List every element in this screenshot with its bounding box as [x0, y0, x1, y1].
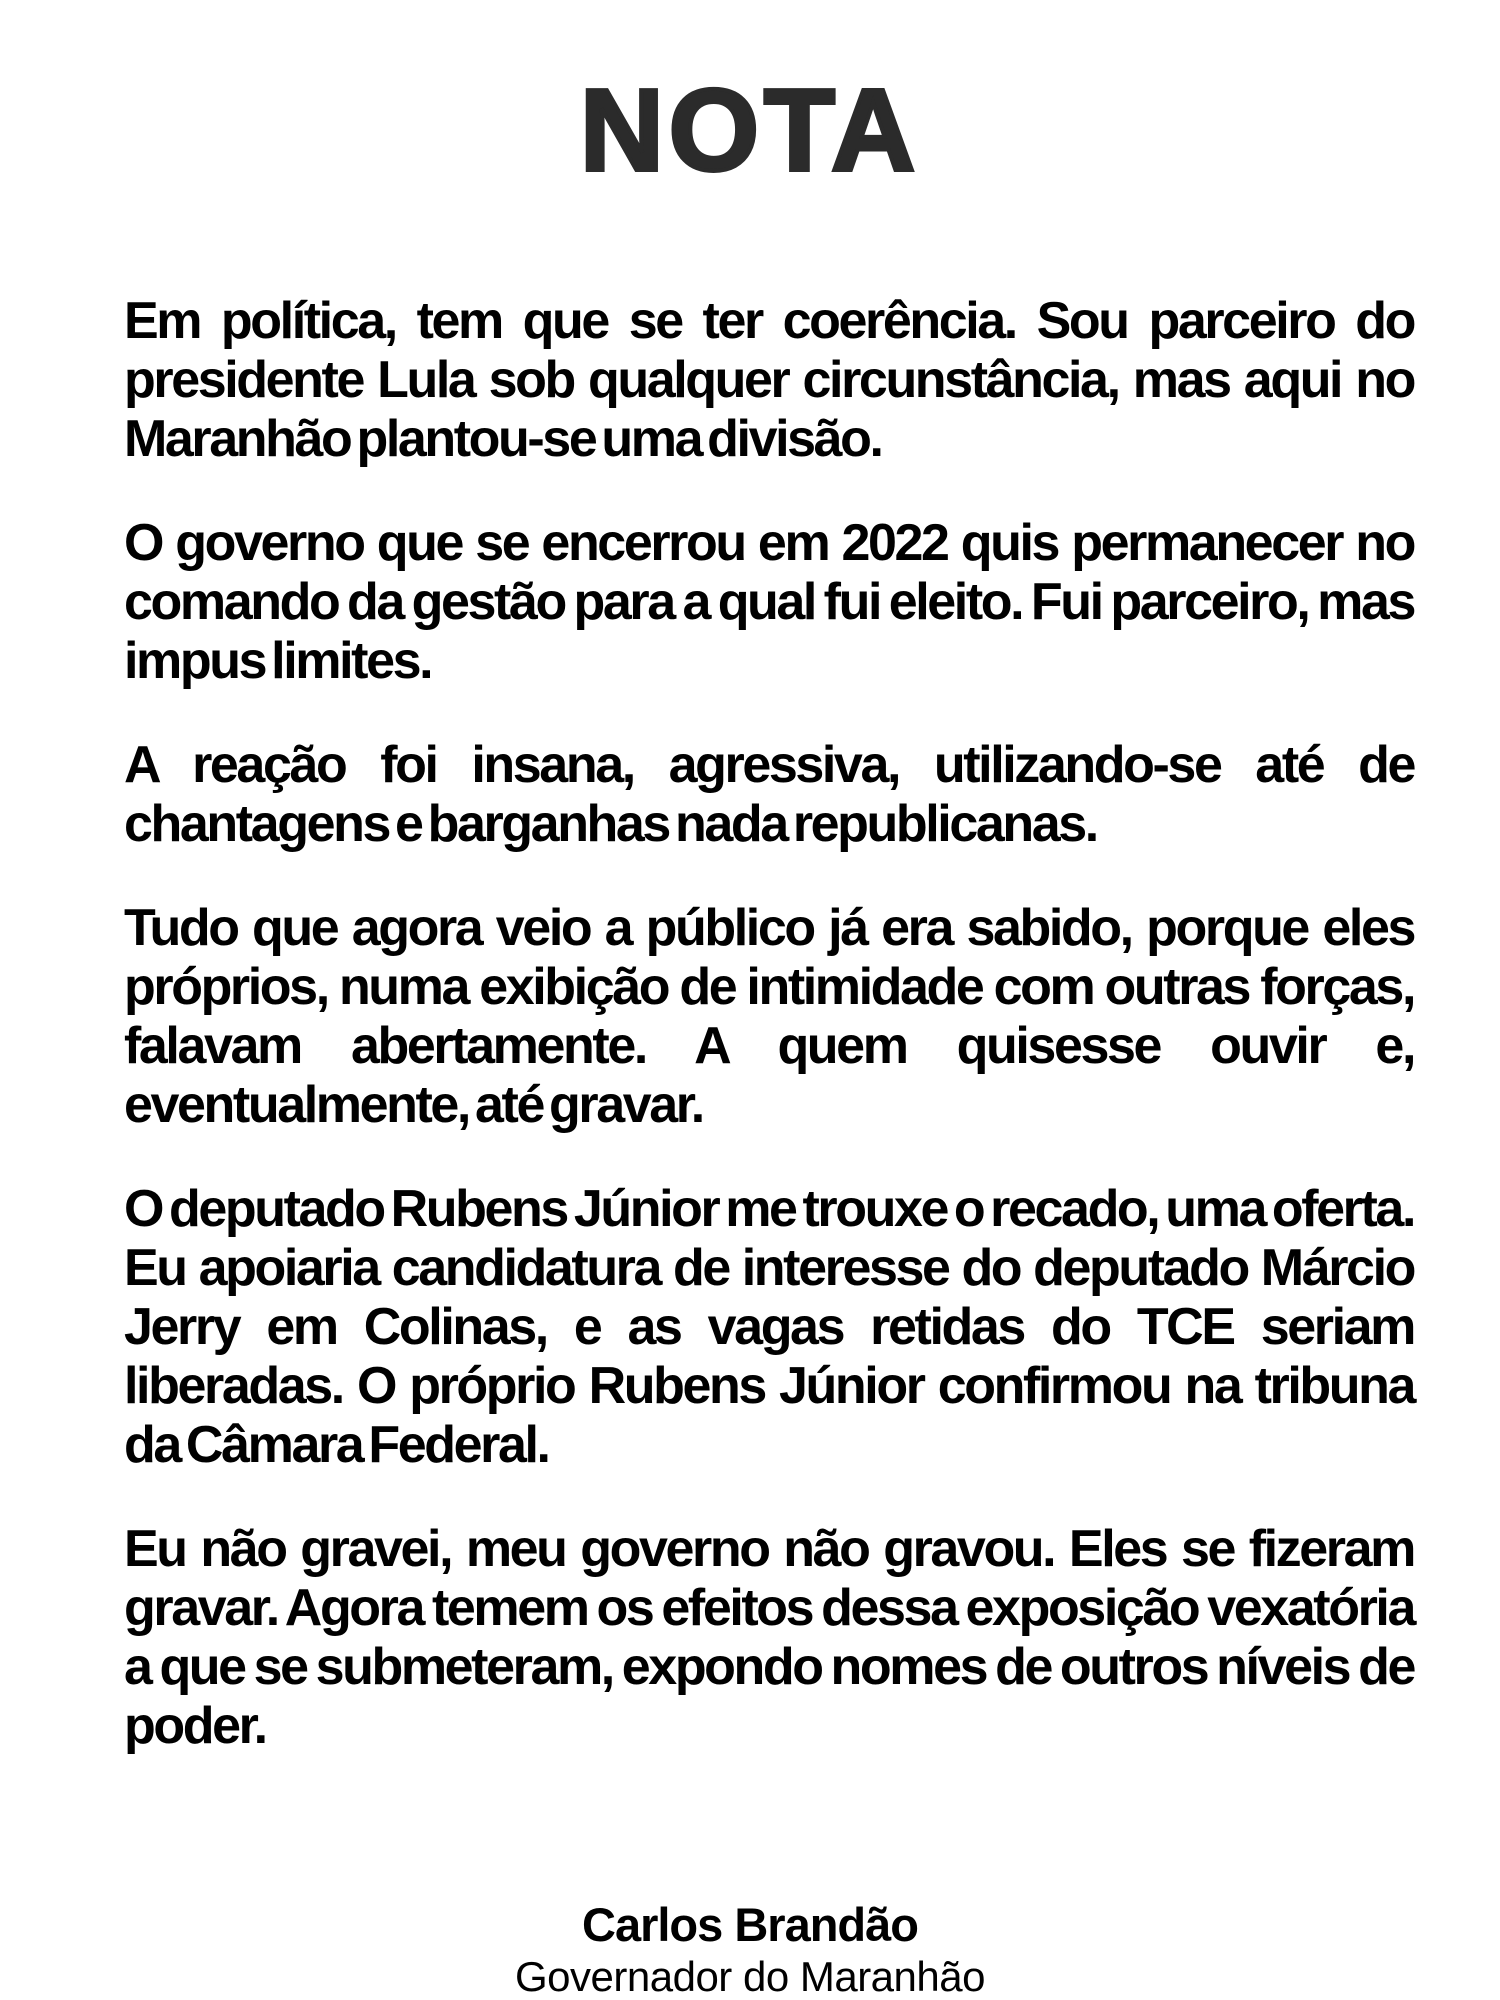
body-paragraph: Eu não gravei, meu governo não gravou. Eles se fizeram gravar. Agora temem os efeitos dessa exposição vexatória a que se submeteram, expondo nomes de outros níveis de poder. — [124, 1520, 1414, 1756]
body-paragraph: Tudo que agora veio a público já era sabido, porque eles próprios, numa exibição de intimidade com outras forças, falavam abertamente. A quem quisesse ouvir e, eventualmente, até gravar. — [124, 899, 1414, 1135]
body-paragraph: O deputado Rubens Júnior me trouxe o recado, uma oferta. Eu apoiaria candidatura de interesse do deputado Márcio Jerry em Colinas, e as vagas retidas do TCE seriam liberadas. O próprio Rubens Júnior confirmou na tribuna da Câmara Federal. — [124, 1180, 1414, 1475]
signature-block — [0, 1898, 1500, 2000]
document-body — [124, 292, 1414, 1756]
signature-name: Carlos Brandão — [582, 1898, 918, 1952]
document-title: NOTA — [579, 65, 921, 195]
body-paragraph: O governo que se encerrou em 2022 quis permanecer no comando da gestão para a qual fui eleito. Fui parceiro, mas impus limites. — [124, 514, 1414, 691]
body-paragraph: Em política, tem que se ter coerência. Sou parceiro do presidente Lula sob qualquer circunstância, mas aqui no Maranhão plantou-se uma divisão. — [124, 292, 1414, 469]
signature-role: Governador do Maranhão — [515, 1953, 985, 2000]
body-paragraph: A reação foi insana, agressiva, utilizando-se até de chantagens e barganhas nada republicanas. — [124, 736, 1414, 854]
